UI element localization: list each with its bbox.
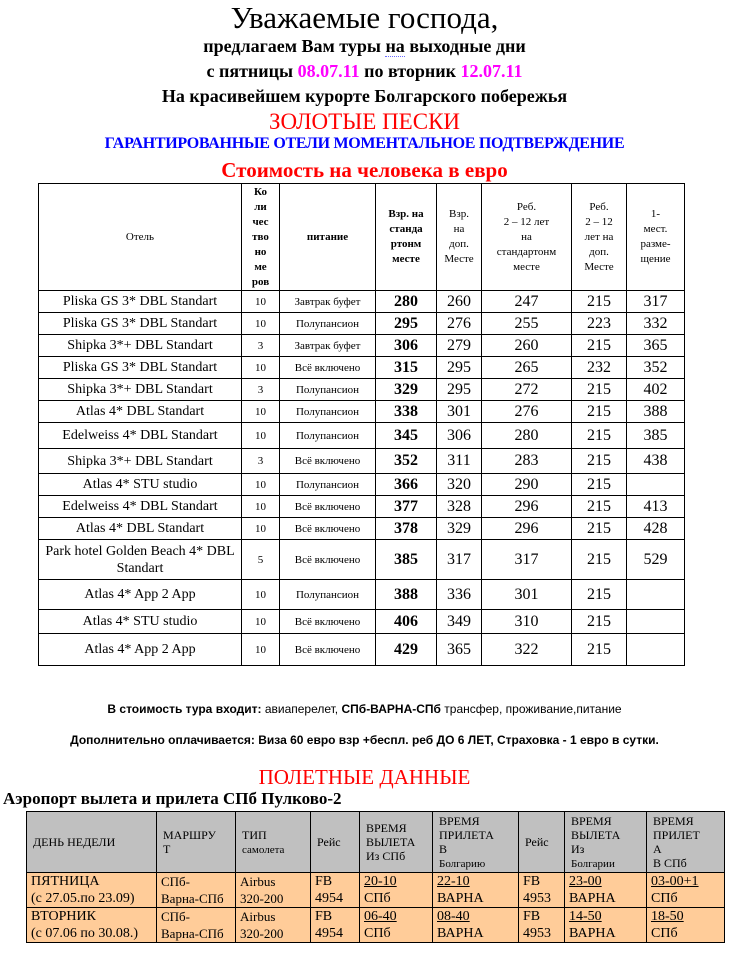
extra-payment-note: Дополнительно оплачивается: Виза 60 евро взр +беспл. реб ДО 6 ЛЕТ, Страховка - 1 евро в сутки. bbox=[70, 733, 659, 747]
price-single: 317 bbox=[627, 291, 685, 313]
hotel-name: Shipka 3*+ DBL Standart bbox=[39, 335, 242, 357]
arrival-bulgaria-line-2: ВАРНА bbox=[437, 926, 484, 941]
price-row bbox=[39, 449, 685, 474]
price-child-extra: 215 bbox=[572, 518, 627, 540]
price-child-std: 296 bbox=[482, 518, 572, 540]
price-child-std: 290 bbox=[482, 474, 572, 496]
aircraft-type-line-1: Airbus bbox=[240, 874, 276, 889]
price-table bbox=[38, 183, 685, 666]
departure-spb-line-2: СПб bbox=[364, 926, 391, 941]
room-count: 10 bbox=[242, 518, 280, 540]
departure-bulgaria bbox=[565, 908, 647, 943]
price-child-std: 276 bbox=[482, 401, 572, 423]
flight-number-back-line-1: FB bbox=[523, 874, 541, 889]
flight-day bbox=[27, 873, 157, 908]
col-day: ДЕНЬ НЕДЕЛИ bbox=[27, 812, 157, 873]
hotel-name: Atlas 4* DBL Standart bbox=[39, 518, 242, 540]
flights-title: ПОЛЕТНЫЕ ДАННЫЕ bbox=[258, 765, 471, 789]
arrival-bulgaria bbox=[433, 908, 519, 943]
price-adult-std: 306 bbox=[376, 335, 437, 357]
col-child-std: Реб. 2 – 12 лет на стандартонм месте bbox=[482, 184, 572, 291]
flight-day bbox=[27, 908, 157, 943]
meal-plan: Полупансион bbox=[280, 474, 376, 496]
flight-day-line-1: ВТОРНИК bbox=[31, 909, 96, 924]
departure-spb bbox=[360, 908, 433, 943]
flight-row bbox=[27, 873, 725, 908]
col-route: МАРШРУ Т bbox=[157, 812, 236, 873]
included-route: СПб-ВАРНА-СПб bbox=[341, 702, 441, 716]
arrival-bulgaria bbox=[433, 873, 519, 908]
aircraft-type-line-2: 320-200 bbox=[240, 891, 284, 906]
hotel-name: Atlas 4* STU studio bbox=[39, 474, 242, 496]
col-type-2: самолета bbox=[242, 843, 285, 856]
price-row bbox=[39, 291, 685, 313]
arrival-spb-line-2: СПб bbox=[651, 891, 678, 906]
meal-plan: Завтрак буфет bbox=[280, 335, 376, 357]
arrival-spb-line-2: СПб bbox=[651, 926, 678, 941]
departure-bulgaria bbox=[565, 873, 647, 908]
included-label: В стоимость тура входит: bbox=[107, 702, 262, 716]
hotel-name: Pliska GS 3* DBL Standart bbox=[39, 313, 242, 335]
price-adult-extra: 328 bbox=[437, 496, 482, 518]
price-single bbox=[627, 580, 685, 610]
flight-route-line-1: СПб- bbox=[161, 874, 191, 889]
departure-bulgaria-line-1: 14-50 bbox=[569, 909, 602, 924]
price-adult-extra: 276 bbox=[437, 313, 482, 335]
price-adult-extra: 295 bbox=[437, 379, 482, 401]
price-child-extra: 215 bbox=[572, 496, 627, 518]
hotel-name: Edelweiss 4* DBL Standart bbox=[39, 496, 242, 518]
aircraft-type bbox=[236, 873, 311, 908]
price-single bbox=[627, 634, 685, 666]
room-count: 10 bbox=[242, 313, 280, 335]
price-single: 388 bbox=[627, 401, 685, 423]
col-dep-bg-2: Болгарии bbox=[571, 857, 615, 870]
price-single: 402 bbox=[627, 379, 685, 401]
hotel-name: Park hotel Golden Beach 4* DBL Standart bbox=[39, 540, 242, 580]
price-adult-std: 295 bbox=[376, 313, 437, 335]
room-count: 10 bbox=[242, 496, 280, 518]
flights-header bbox=[27, 812, 725, 873]
price-child-std: 265 bbox=[482, 357, 572, 379]
room-count: 10 bbox=[242, 634, 280, 666]
col-type bbox=[236, 812, 311, 873]
meal-plan: Полупансион bbox=[280, 423, 376, 449]
departure-spb-line-1: 20-10 bbox=[364, 874, 397, 889]
price-single: 332 bbox=[627, 313, 685, 335]
flight-number-out-line-2: 4954 bbox=[315, 891, 343, 906]
departure-spb-line-2: СПб bbox=[364, 891, 391, 906]
departure-bulgaria-line-1: 23-00 bbox=[569, 874, 602, 889]
price-row bbox=[39, 357, 685, 379]
price-adult-extra: 336 bbox=[437, 580, 482, 610]
price-adult-std: 385 bbox=[376, 540, 437, 580]
price-adult-extra: 365 bbox=[437, 634, 482, 666]
hotel-name: Shipka 3*+ DBL Standart bbox=[39, 379, 242, 401]
col-dep-spb-2: Из СПб bbox=[366, 849, 406, 863]
price-row bbox=[39, 335, 685, 357]
arrival-spb bbox=[647, 873, 725, 908]
hotel-name: Edelweiss 4* DBL Standart bbox=[39, 423, 242, 449]
col-dep-bg: ВРЕМЯ ВЫЛЕТА Из Болгарии bbox=[565, 812, 647, 873]
price-single: 428 bbox=[627, 518, 685, 540]
col-single: 1- мест. разме- щение bbox=[627, 184, 685, 291]
flight-route-line-1: СПб- bbox=[161, 909, 191, 924]
meal-plan: Всё включено bbox=[280, 634, 376, 666]
price-child-extra: 215 bbox=[572, 291, 627, 313]
departure-bulgaria-line-2: ВАРНА bbox=[569, 926, 616, 941]
price-row bbox=[39, 423, 685, 449]
flight-row bbox=[27, 908, 725, 943]
flight-number-back-line-2: 4953 bbox=[523, 926, 551, 941]
col-type-1: ТИП bbox=[242, 827, 267, 842]
price-adult-extra: 311 bbox=[437, 449, 482, 474]
meal-plan: Всё включено bbox=[280, 357, 376, 379]
room-count: 10 bbox=[242, 580, 280, 610]
resort-name: ЗОЛОТЫЕ ПЕСКИ bbox=[268, 109, 461, 134]
aircraft-type bbox=[236, 908, 311, 943]
col-flight-out: Рейс bbox=[311, 812, 360, 873]
price-single: 365 bbox=[627, 335, 685, 357]
price-table-header bbox=[39, 184, 685, 291]
flight-number-back-line-2: 4953 bbox=[523, 891, 551, 906]
room-count: 10 bbox=[242, 291, 280, 313]
departure-spb-line-1: 06-40 bbox=[364, 909, 397, 924]
arrival-bulgaria-line-1: 22-10 bbox=[437, 874, 470, 889]
price-adult-extra: 349 bbox=[437, 610, 482, 634]
flight-day-line-1: ПЯТНИЦА bbox=[31, 874, 100, 889]
flight-route-line-2: Варна-СПб bbox=[161, 891, 224, 906]
price-adult-extra: 320 bbox=[437, 474, 482, 496]
price-caption: Стоимость на человека в евро bbox=[221, 158, 508, 182]
price-row bbox=[39, 313, 685, 335]
flight-number-back-line-1: FB bbox=[523, 909, 541, 924]
price-row bbox=[39, 401, 685, 423]
hotel-name: Pliska GS 3* DBL Standart bbox=[39, 357, 242, 379]
arrival-spb-line-1: 18-50 bbox=[651, 909, 684, 924]
airport-line: Аэропорт вылета и прилета СПб Пулково-2 bbox=[3, 789, 342, 808]
price-adult-extra: 301 bbox=[437, 401, 482, 423]
room-count: 5 bbox=[242, 540, 280, 580]
price-child-std: 322 bbox=[482, 634, 572, 666]
guarantee-line: ГАРАНТИРОВАННЫЕ ОТЕЛИ МОМЕНТАЛЬНОЕ ПОДТВЕРЖДЕНИЕ bbox=[104, 135, 625, 152]
col-adult-extra: Взр. на доп. Месте bbox=[437, 184, 482, 291]
price-adult-extra: 295 bbox=[437, 357, 482, 379]
price-child-std: 283 bbox=[482, 449, 572, 474]
price-child-std: 310 bbox=[482, 610, 572, 634]
price-child-std: 255 bbox=[482, 313, 572, 335]
col-arr-spb: ВРЕМЯ ПРИЛЕТ А В СПб bbox=[647, 812, 725, 873]
flight-number-out-line-2: 4954 bbox=[315, 926, 343, 941]
price-single: 413 bbox=[627, 496, 685, 518]
price-row bbox=[39, 518, 685, 540]
flight-number-out bbox=[311, 908, 360, 943]
price-child-std: 247 bbox=[482, 291, 572, 313]
price-adult-std: 378 bbox=[376, 518, 437, 540]
flight-day-line-2: (с 27.05.по 23.09) bbox=[31, 891, 135, 906]
price-row bbox=[39, 634, 685, 666]
col-meal: питание bbox=[280, 184, 376, 291]
col-arr-bg: ВРЕМЯ ПРИЛЕТА В Болгарию bbox=[433, 812, 519, 873]
departure-bulgaria-line-2: ВАРНА bbox=[569, 891, 616, 906]
aircraft-type-line-1: Airbus bbox=[240, 909, 276, 924]
price-adult-extra: 329 bbox=[437, 518, 482, 540]
price-adult-extra: 317 bbox=[437, 540, 482, 580]
room-count: 10 bbox=[242, 610, 280, 634]
price-child-std: 301 bbox=[482, 580, 572, 610]
flight-number-back bbox=[519, 873, 565, 908]
col-flight-back: Рейс bbox=[519, 812, 565, 873]
price-single: 385 bbox=[627, 423, 685, 449]
price-adult-std: 338 bbox=[376, 401, 437, 423]
price-adult-extra: 306 bbox=[437, 423, 482, 449]
price-adult-std: 429 bbox=[376, 634, 437, 666]
price-single bbox=[627, 610, 685, 634]
arrival-spb-line-1: 03-00+1 bbox=[651, 874, 699, 889]
room-count: 10 bbox=[242, 474, 280, 496]
meal-plan: Всё включено bbox=[280, 540, 376, 580]
greeting-heading: Уважаемые господа, bbox=[230, 0, 499, 35]
price-child-std: 317 bbox=[482, 540, 572, 580]
room-count: 3 bbox=[242, 379, 280, 401]
dates-mid: по вторник bbox=[359, 61, 461, 81]
dates-line bbox=[0, 60, 729, 82]
flight-route bbox=[157, 873, 236, 908]
arrival-bulgaria-line-2: ВАРНА bbox=[437, 891, 484, 906]
hotel-name: Atlas 4* App 2 App bbox=[39, 580, 242, 610]
price-row bbox=[39, 379, 685, 401]
col-dep-spb: ВРЕМЯ ВЫЛЕТА Из СПб bbox=[360, 812, 433, 873]
col-adult-std: Взр. на станда ртонм месте bbox=[376, 184, 437, 291]
price-child-extra: 215 bbox=[572, 335, 627, 357]
room-count: 10 bbox=[242, 423, 280, 449]
price-adult-std: 406 bbox=[376, 610, 437, 634]
price-single: 352 bbox=[627, 357, 685, 379]
meal-plan: Всё включено bbox=[280, 518, 376, 540]
price-child-extra: 215 bbox=[572, 449, 627, 474]
flight-number-out bbox=[311, 873, 360, 908]
hotel-name: Shipka 3*+ DBL Standart bbox=[39, 449, 242, 474]
flight-number-back bbox=[519, 908, 565, 943]
col-child-extra: Реб. 2 – 12 лет на доп. Месте bbox=[572, 184, 627, 291]
departure-spb bbox=[360, 873, 433, 908]
aircraft-type-line-2: 320-200 bbox=[240, 926, 284, 941]
flight-number-out-line-1: FB bbox=[315, 909, 333, 924]
price-single: 438 bbox=[627, 449, 685, 474]
price-adult-std: 352 bbox=[376, 449, 437, 474]
col-hotel: Отель bbox=[39, 184, 242, 291]
price-child-extra: 215 bbox=[572, 423, 627, 449]
price-child-std: 260 bbox=[482, 335, 572, 357]
included-note bbox=[0, 702, 729, 716]
price-child-extra: 215 bbox=[572, 634, 627, 666]
price-child-std: 280 bbox=[482, 423, 572, 449]
hotel-name: Atlas 4* App 2 App bbox=[39, 634, 242, 666]
price-adult-std: 345 bbox=[376, 423, 437, 449]
dates-prefix: с пятницы bbox=[206, 61, 298, 81]
price-adult-extra: 279 bbox=[437, 335, 482, 357]
meal-plan: Полупансион bbox=[280, 401, 376, 423]
col-arr-bg-2: Болгарию bbox=[439, 857, 486, 870]
offer-prefix: предлагаем Вам туры bbox=[203, 36, 386, 56]
meal-plan: Полупансион bbox=[280, 580, 376, 610]
hotel-name: Atlas 4* DBL Standart bbox=[39, 401, 242, 423]
resort-line: На красивейшем курорте Болгарского побережья bbox=[161, 86, 568, 106]
price-single: 529 bbox=[627, 540, 685, 580]
col-rooms: Ко ли чес тво но ме ров bbox=[242, 184, 280, 291]
room-count: 3 bbox=[242, 449, 280, 474]
price-adult-std: 377 bbox=[376, 496, 437, 518]
offer-line bbox=[0, 35, 729, 57]
price-child-extra: 232 bbox=[572, 357, 627, 379]
included-text-1: авиаперелет, bbox=[261, 702, 342, 716]
meal-plan: Завтрак буфет bbox=[280, 291, 376, 313]
price-child-extra: 215 bbox=[572, 610, 627, 634]
offer-na: на bbox=[385, 36, 405, 56]
date-to: 12.07.11 bbox=[460, 61, 523, 81]
room-count: 10 bbox=[242, 401, 280, 423]
meal-plan: Всё включено bbox=[280, 449, 376, 474]
flights-table bbox=[26, 811, 725, 943]
arrival-spb bbox=[647, 908, 725, 943]
price-adult-extra: 260 bbox=[437, 291, 482, 313]
flight-route-line-2: Варна-СПб bbox=[161, 926, 224, 941]
hotel-name: Atlas 4* STU studio bbox=[39, 610, 242, 634]
price-row bbox=[39, 496, 685, 518]
col-arr-spb-2: В СПб bbox=[653, 856, 687, 870]
price-row bbox=[39, 610, 685, 634]
price-child-extra: 215 bbox=[572, 474, 627, 496]
meal-plan: Всё включено bbox=[280, 496, 376, 518]
price-adult-std: 366 bbox=[376, 474, 437, 496]
price-child-extra: 223 bbox=[572, 313, 627, 335]
included-text-2: трансфер, проживание,питание bbox=[440, 702, 622, 716]
price-child-extra: 215 bbox=[572, 379, 627, 401]
meal-plan: Полупансион bbox=[280, 313, 376, 335]
price-row bbox=[39, 474, 685, 496]
flight-route bbox=[157, 908, 236, 943]
price-adult-std: 329 bbox=[376, 379, 437, 401]
meal-plan: Всё включено bbox=[280, 610, 376, 634]
flight-day-line-2: (с 07.06 по 30.08.) bbox=[31, 926, 139, 941]
price-adult-std: 315 bbox=[376, 357, 437, 379]
offer-suffix: выходные дни bbox=[404, 36, 526, 56]
price-child-extra: 215 bbox=[572, 580, 627, 610]
flight-number-out-line-1: FB bbox=[315, 874, 333, 889]
date-from: 08.07.11 bbox=[297, 61, 360, 81]
price-child-std: 296 bbox=[482, 496, 572, 518]
price-child-extra: 215 bbox=[572, 401, 627, 423]
price-single bbox=[627, 474, 685, 496]
price-child-std: 272 bbox=[482, 379, 572, 401]
price-row bbox=[39, 580, 685, 610]
room-count: 10 bbox=[242, 357, 280, 379]
price-child-extra: 215 bbox=[572, 540, 627, 580]
arrival-bulgaria-line-1: 08-40 bbox=[437, 909, 470, 924]
price-row bbox=[39, 540, 685, 580]
price-adult-std: 280 bbox=[376, 291, 437, 313]
price-adult-std: 388 bbox=[376, 580, 437, 610]
hotel-name: Pliska GS 3* DBL Standart bbox=[39, 291, 242, 313]
meal-plan: Полупансион bbox=[280, 379, 376, 401]
room-count: 3 bbox=[242, 335, 280, 357]
